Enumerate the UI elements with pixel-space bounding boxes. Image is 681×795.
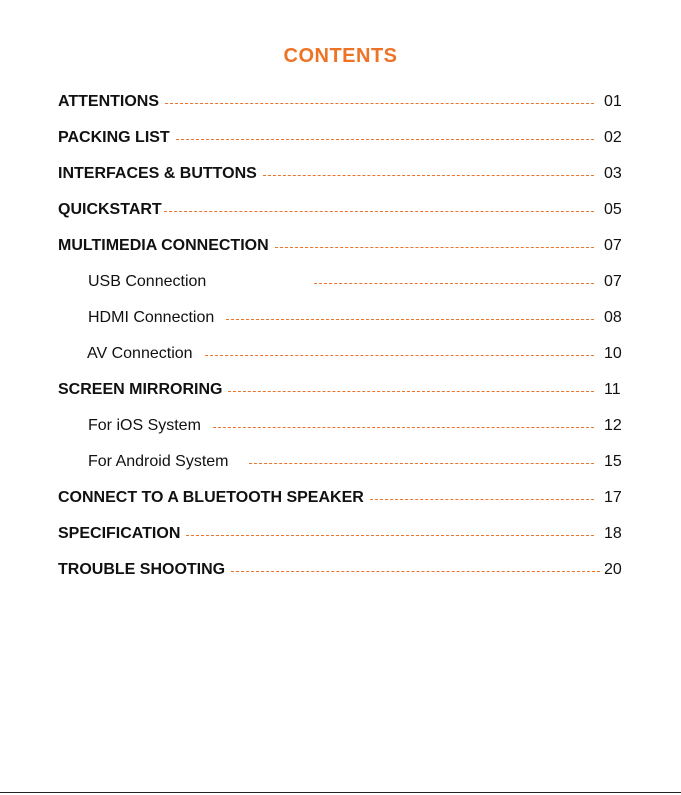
dotted-leader — [176, 139, 594, 140]
toc-page-number: 20 — [604, 561, 622, 578]
toc-entry-label: For Android System — [88, 453, 229, 470]
toc-page-number: 02 — [604, 129, 622, 146]
toc-entry-label: PACKING LIST — [58, 129, 170, 146]
toc-entry-specification[interactable] — [58, 516, 624, 552]
toc-entry-ios-system[interactable] — [58, 408, 624, 444]
toc-page-number: 08 — [604, 309, 622, 326]
dotted-leader — [231, 571, 600, 572]
toc-page-number: 18 — [604, 525, 622, 542]
toc-page-number: 17 — [604, 489, 622, 506]
toc-entry-label: TROUBLE SHOOTING — [58, 561, 226, 578]
toc-entry-attentions[interactable] — [58, 84, 624, 120]
toc-entry-quickstart[interactable] — [58, 192, 624, 228]
toc-entry-screen-mirroring[interactable] — [58, 372, 624, 408]
dotted-leader — [263, 175, 594, 176]
dotted-leader — [205, 355, 594, 356]
dotted-leader — [314, 283, 594, 284]
table-of-contents — [58, 84, 624, 588]
toc-entry-label: ATTENTIONS — [58, 93, 160, 110]
toc-page-number: 05 — [604, 201, 622, 218]
toc-page-number: 01 — [604, 93, 622, 110]
toc-entry-label: SPECIFICATION — [58, 525, 181, 542]
toc-entry-packing-list[interactable] — [58, 120, 624, 156]
dotted-leader — [228, 391, 594, 392]
dotted-leader — [164, 211, 594, 212]
toc-page-number: 15 — [604, 453, 622, 470]
toc-entry-label: HDMI Connection — [88, 309, 215, 326]
toc-entry-label: AV Connection — [87, 345, 193, 362]
toc-entry-label: For iOS System — [88, 417, 201, 434]
toc-entry-label: CONNECT TO A BLUETOOTH SPEAKER — [58, 489, 364, 506]
dotted-leader — [370, 499, 594, 500]
toc-page-number: 12 — [604, 417, 622, 434]
dotted-leader — [275, 247, 594, 248]
toc-entry-bluetooth-speaker[interactable] — [58, 480, 624, 516]
toc-entry-label: SCREEN MIRRORING — [58, 381, 223, 398]
toc-page-number: 03 — [604, 165, 622, 182]
toc-entry-multimedia-connection[interactable] — [58, 228, 624, 264]
toc-entry-av-connection[interactable] — [58, 336, 624, 372]
page-title: CONTENTS — [283, 45, 398, 67]
toc-entry-label: USB Connection — [88, 273, 207, 290]
toc-entry-hdmi-connection[interactable] — [58, 300, 624, 336]
dotted-leader — [165, 103, 594, 104]
dotted-leader — [213, 427, 594, 428]
dotted-leader — [226, 319, 594, 320]
page-bottom-divider — [0, 792, 681, 793]
toc-page-number: 11 — [604, 381, 621, 398]
toc-entry-label: INTERFACES & BUTTONS — [58, 165, 257, 182]
dotted-leader — [186, 535, 594, 536]
toc-entry-interfaces-buttons[interactable] — [58, 156, 624, 192]
toc-entry-label: QUICKSTART — [58, 201, 162, 218]
toc-entry-usb-connection[interactable] — [58, 264, 624, 300]
toc-page-number: 10 — [604, 345, 622, 362]
toc-page-number: 07 — [604, 273, 622, 290]
dotted-leader — [249, 463, 595, 464]
toc-entry-label: MULTIMEDIA CONNECTION — [58, 237, 269, 254]
toc-entry-android-system[interactable] — [58, 444, 624, 480]
toc-page-number: 07 — [604, 237, 622, 254]
toc-entry-trouble-shooting[interactable] — [58, 552, 624, 588]
